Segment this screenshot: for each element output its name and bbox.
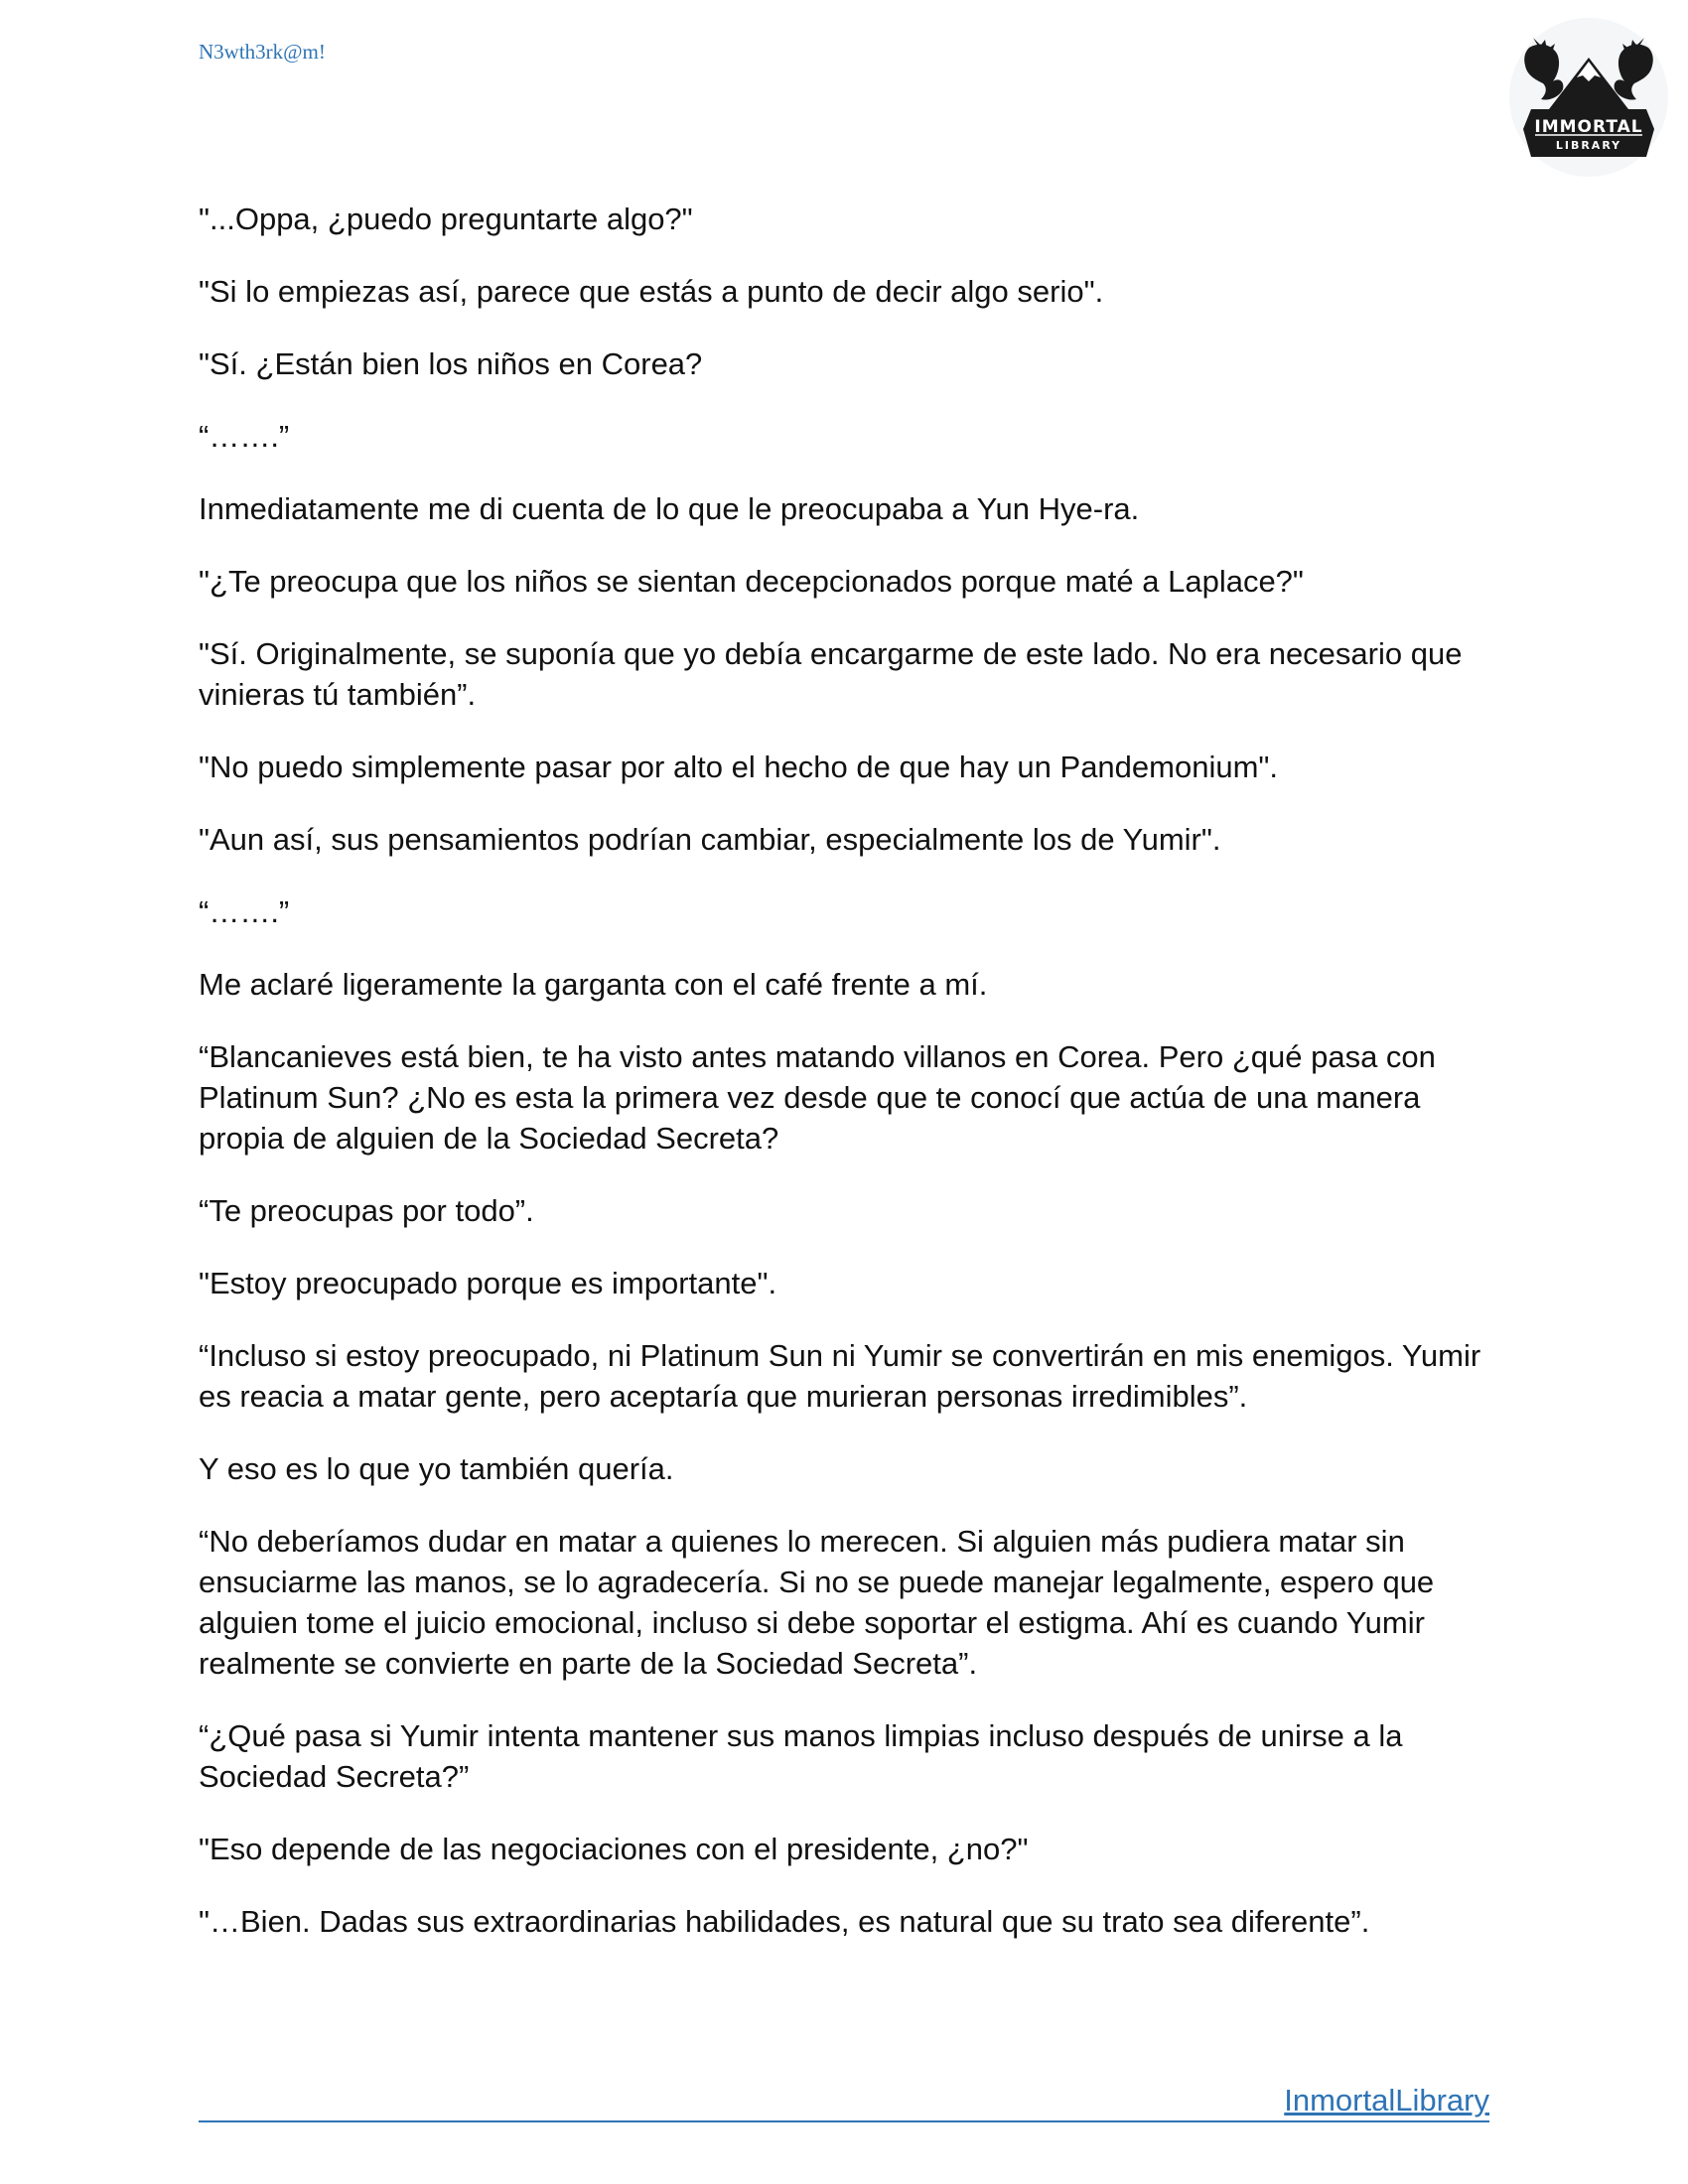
paragraph: Me aclaré ligeramente la garganta con el café frente a mí.: [199, 967, 988, 1002]
logo-subtitle: LIBRARY: [1555, 139, 1622, 152]
paragraph: “Incluso si estoy preocupado, ni Platinum Sun ni Yumir se convertirán en mis enemigos. Yumir es reacia a matar gente, pero aceptaría que murieran personas irredimibles”.: [199, 1338, 1481, 1414]
header-watermark: N3wth3rk@m!: [199, 40, 326, 64]
paragraph: "Si lo empiezas así, parece que estás a punto de decir algo serio".: [199, 274, 1104, 309]
paragraph: “Te preocupas por todo”.: [199, 1193, 534, 1228]
paragraph: "Estoy preocupado porque es importante".: [199, 1266, 777, 1300]
logo-title: IMMORTAL: [1534, 117, 1643, 137]
paragraph: "Sí. ¿Están bien los niños en Corea?: [199, 346, 703, 381]
paragraph: "No puedo simplemente pasar por alto el hecho de que hay un Pandemonium".: [199, 750, 1279, 784]
paragraph: "Sí. Originalmente, se suponía que yo debía encargarme de este lado. No era necesario que vinieras tú también”.: [199, 636, 1463, 712]
story-text: [199, 199, 1499, 1974]
paragraph: “Blancanieves está bien, te ha visto antes matando villanos en Corea. Pero ¿qué pasa con Platinum Sun? ¿No es esta la primera vez desde que te conocí que actúa de una manera propia de alguien de la Sociedad Secreta?: [199, 1039, 1436, 1156]
paragraph: “…….”: [199, 419, 290, 454]
paragraph: "Eso depende de las negociaciones con el presidente, ¿no?": [199, 1832, 1029, 1866]
footer-link[interactable]: InmortalLibrary: [1284, 2083, 1489, 2117]
paragraph: "Aun así, sus pensamientos podrían cambiar, especialmente los de Yumir".: [199, 822, 1221, 857]
paragraph: “¿Qué pasa si Yumir intenta mantener sus manos limpias incluso después de unirse a la Sociedad Secreta?”: [199, 1718, 1403, 1794]
paragraph: "…Bien. Dadas sus extraordinarias habilidades, es natural que su trato sea diferente”.: [199, 1904, 1370, 1939]
paragraph: “…….”: [199, 894, 290, 929]
immortal-library-logo: [1509, 18, 1668, 177]
paragraph: Y eso es lo que yo también quería.: [199, 1451, 674, 1486]
paragraph: "...Oppa, ¿puedo preguntarte algo?": [199, 202, 693, 236]
dragon-emblem-icon: [1509, 18, 1668, 177]
paragraph: “No deberíamos dudar en matar a quienes lo merecen. Si alguien más pudiera matar sin ensuciarme las manos, se lo agradecería. Si no se puede manejar legalmente, espero que alguien tome el juicio emocional, incluso si debe soportar el estigma. Ahí es cuando Yumir realmente se convierte en parte de la Sociedad Secreta”.: [199, 1524, 1435, 1681]
paragraph: Inmediatamente me di cuenta de lo que le preocupaba a Yun Hye-ra.: [199, 491, 1140, 526]
footer-divider: [199, 2120, 1489, 2122]
paragraph: "¿Te preocupa que los niños se sientan decepcionados porque maté a Laplace?": [199, 564, 1304, 599]
